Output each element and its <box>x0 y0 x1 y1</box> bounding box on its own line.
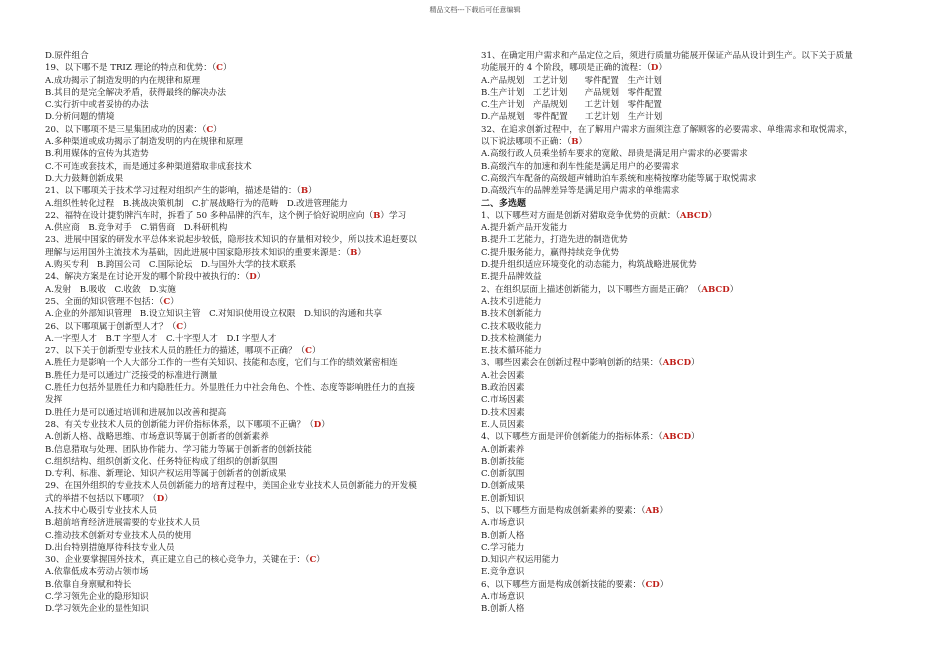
text-line: A.市场意识 <box>481 518 525 529</box>
text-line: B.提升工艺能力，打造先进的制造优势 <box>481 235 628 246</box>
text-line: B.其目的是完全解决矛盾，获得最终的解决办法 <box>45 87 226 98</box>
text-line: A.产品规划 工艺计划 零件配置 生产计划 <box>481 75 662 86</box>
right-column <box>481 50 901 616</box>
text-line: 2、在组织层面上描述创新能力，以下哪些方面是正确？（ABCD） <box>481 284 739 295</box>
text-line: A.一字型人才 B.T 字型人才 C.十字型人才 D.I 字型人才 <box>45 333 277 344</box>
text-line: 20、以下哪项不是三星集团成功的因素：（C） <box>45 124 222 135</box>
answer-key: C <box>309 555 317 566</box>
text-line: 发挥 <box>45 395 63 406</box>
answer-key: D <box>650 63 659 74</box>
text-line: D.原件组合 <box>45 51 89 61</box>
text-line: D.高级汽车的品牌差异等是满足用户需求的单维需求 <box>481 186 680 197</box>
text-line: B.利用媒体的宣传为其造势 <box>45 149 149 160</box>
text-line: 30、企业要掌握国外技术，真正建立自己的核心竞争力，关键在于：（C） <box>45 555 325 566</box>
left-column <box>45 50 463 616</box>
text-line: D.创新成果 <box>481 481 525 492</box>
text-line: B.政治因素 <box>481 383 525 394</box>
answer-key: C <box>216 63 224 74</box>
text-line: B.高级汽车的加速和刹车性能是满足用户的必要需求 <box>481 161 680 172</box>
text-line: 3、哪些因素会在创新过程中影响创新的结果：（ABCD） <box>481 358 700 369</box>
text-line: D.知识产权运用能力 <box>481 555 560 566</box>
answer-key: ABCD <box>679 210 709 221</box>
text-line: B.创新人格 <box>481 530 525 541</box>
answer-key: C <box>206 124 214 135</box>
text-line: 二、多选题 <box>481 198 527 209</box>
text-line: C.不可连或套技术，而是通过多种渠道猎取非成套技术 <box>45 161 252 172</box>
text-line: D.专利、标准、新理论、知识产权运用等属于创新者的创新成果 <box>45 469 287 480</box>
text-line: 23、进展中国家的研发水平总体来说起步较低，隐形技术知识的存量相对较少，所以技术追赶要以 <box>45 235 417 246</box>
text-line: A.高级行政人员乘坐轿车要求的宽敞、昂贵是满足用户需求的必要需求 <box>481 149 748 160</box>
text-line: C.高级汽车配备的高级超声辅助泊车系统和座椅按摩功能等属于取悦需求 <box>481 173 757 184</box>
text-line: 6、以下哪些方面是构成创新技能的要素：（CD） <box>481 579 669 590</box>
text-line: 19、以下哪不是 TRIZ 理论的特点和优势：（C） <box>45 63 232 74</box>
text-line: C.推动技术创新对专业技术人员的使用 <box>45 530 192 541</box>
text-line: A.创新素养 <box>481 444 525 455</box>
text-line: D.出台特别措施厚待科技专业人员 <box>45 542 175 553</box>
text-line: D.分析问题的情境 <box>45 112 115 123</box>
text-line: A.组织性转化过程 B.挑战决策机制 C.扩展战略行为的范畴 D.改进管理能力 <box>45 198 348 209</box>
text-line: C.学习能力 <box>481 542 525 553</box>
text-line: D.技术因素 <box>481 407 525 418</box>
text-line: D.技术检测能力 <box>481 333 542 344</box>
text-line: 理解与运用国外主流技术为基础，因此进展中国家隐形技术知识的重要来源是：（B） <box>45 247 366 258</box>
text-line: A.成功揭示了制造发明的内在规律和原理 <box>45 75 201 86</box>
text-line: D.提升组织适应环境变化的动态能力，构筑战略进展优势 <box>481 260 697 271</box>
text-line: 21、以下哪项关于技术学习过程对组织产生的影响，描述是错的：（B） <box>45 186 317 197</box>
text-line: A.供应商 B.竞争对手 C.销售商 D.科研机构 <box>45 223 228 234</box>
text-line: 以下说法哪项不正确：（B） <box>481 137 588 148</box>
answer-key: CD <box>645 579 660 590</box>
text-line: E.竞争意识 <box>481 567 525 578</box>
text-line: D.产品规划 零件配置 工艺计划 生产计划 <box>481 112 663 123</box>
text-line: B.生产计划 工艺计划 产品规划 零件配置 <box>481 87 662 98</box>
page-header: 精品文档---下载后可任意编辑 <box>429 6 521 14</box>
text-line: 功能展开的 4 个阶段，哪项是正确的流程：（D） <box>481 63 667 74</box>
text-line: 27、以下关于创新型专业技术人员的胜任力的描述，哪项不正确？（C） <box>45 346 321 357</box>
answer-key: C <box>176 321 184 332</box>
text-line: C.创新氛围 <box>481 469 525 480</box>
text-line: 5、以下哪些方面是构成创新素养的要素：（AB） <box>481 505 668 516</box>
text-line: B.创新技能 <box>481 456 525 467</box>
text-line: 1、以下哪些对方面是创新对猎取竞争优势的贡献：（ABCD） <box>481 210 717 221</box>
text-line: B.依靠自身禀赋和特长 <box>45 579 132 590</box>
text-line: A.技术引进能力 <box>481 296 542 307</box>
text-line: A.发射 B.吸收 C.收敛 D.实施 <box>45 284 176 295</box>
text-line: B.超前培育经济进展需要的专业技术人员 <box>45 518 201 529</box>
text-line: A.创新人格、战略思维、市场意识等属于创新者的创新素养 <box>45 432 269 443</box>
text-line: A.依靠低成本劳动占领市场 <box>45 567 149 578</box>
text-line: A.多种渠道或成功揭示了制造发明的内在规律和原理 <box>45 137 244 148</box>
text-line: A.社会因素 <box>481 370 525 381</box>
text-line: D.胜任力是可以通过培训和进展加以改善和提高 <box>45 407 227 418</box>
text-line: 4、以下哪些方面是评价创新能力的指标体系：（ABCD） <box>481 432 700 443</box>
text-line: 28、有关专业技术人员的创新能力评价指标体系，以下哪项不正确？（D） <box>45 419 330 430</box>
text-line: C.胜任力包括外显胜任力和内隐胜任力。外显胜任力中社会角色、个性、态度等影响胜任力的直接 <box>45 383 415 394</box>
text-line: C.市场因素 <box>481 395 525 406</box>
answer-key: ABCD <box>701 284 730 295</box>
answer-key: B <box>300 186 309 197</box>
text-line: 32、在追求创新过程中，在了解用户需求方面须注意了解顾客的必要需求、单维需求和取悦需求， <box>481 124 853 135</box>
text-line: C.组织结构、组织创新文化、任务特征构成了组织的创新氛围 <box>45 456 278 467</box>
text-line: A.购买专利 B.跨国公司 C.国际论坛 D.与国外大学的技术联系 <box>45 260 297 271</box>
answer-key: AB <box>645 505 660 516</box>
text-line: B.胜任力是可以通过广泛接受的标准进行测量 <box>45 370 218 381</box>
text-line: A.提升新产品开发能力 <box>481 223 568 234</box>
text-line: D.学习领先企业的显性知识 <box>45 604 149 615</box>
text-line: A.市场意识 <box>481 592 525 603</box>
text-line: B.信息猎取与处理、团队协作能力、学习能力等属于创新者的创新技能 <box>45 444 312 455</box>
text-line: C.提升服务能力，赢得持续竞争优势 <box>481 247 619 258</box>
text-line: 29、在国外组织的专业技术人员创新能力的培育过程中，美国企业专业技术人员创新能力的开发模 <box>45 481 417 492</box>
text-line: E.技术循环能力 <box>481 346 542 357</box>
text-line: A.企业的外部知识管理 B.设立知识主管 C.对知识使用设立权限 D.知识的沟通和共享 <box>45 309 383 320</box>
text-line: E.提升品牌效益 <box>481 272 542 283</box>
answer-key: B <box>373 210 381 221</box>
text-line: E.人员因素 <box>481 419 525 430</box>
answer-key: C <box>163 296 171 307</box>
answer-key: D <box>156 493 165 504</box>
text-line: C.技术吸收能力 <box>481 321 542 332</box>
text-line: D.大力鼓舞创新成果 <box>45 173 124 184</box>
text-line: 31、在确定用户需求和产品定位之后，须进行质量功能展开保证产品从设计到生产。以下关于质量 <box>481 51 853 61</box>
answer-key: B <box>571 137 579 148</box>
text-line: C.实行折中或者妥协的办法 <box>45 100 149 111</box>
answer-key: D <box>249 272 257 283</box>
text-line: 26、以下哪项属于创新型人才？（C） <box>45 321 192 332</box>
answer-key: D <box>313 419 322 430</box>
text-line: C.生产计划 产品规划 工艺计划 零件配置 <box>481 100 662 111</box>
answer-key: ABCD <box>662 358 692 369</box>
text-line: B.创新人格 <box>481 604 525 615</box>
text-line: 25、全面的知识管理不包括：（C） <box>45 296 179 307</box>
answer-key: B <box>350 247 358 258</box>
text-line: B.技术创新能力 <box>481 309 542 320</box>
text-line: A.技术中心吸引专业技术人员 <box>45 505 158 516</box>
text-line: A.胜任力是影响一个人大部分工作的一些有关知识、技能和态度，它们与工作的绩效紧密相连 <box>45 358 398 369</box>
answer-key: C <box>305 346 312 357</box>
text-line: 22、福特在设计捷豹牌汽车时，拆看了 50 多种品牌的汽车，这个例子恰好说明应向（B）学习 <box>45 210 407 221</box>
text-line: E.创新知识 <box>481 493 525 504</box>
text-line: C.学习领先企业的隐形知识 <box>45 592 149 603</box>
text-line: 式的举措不包括以下哪项？（D） <box>45 493 173 504</box>
text-line: 24、解决方案是在讨论开发的哪个阶段中被执行的：（D） <box>45 272 266 283</box>
answer-key: ABCD <box>662 432 692 443</box>
